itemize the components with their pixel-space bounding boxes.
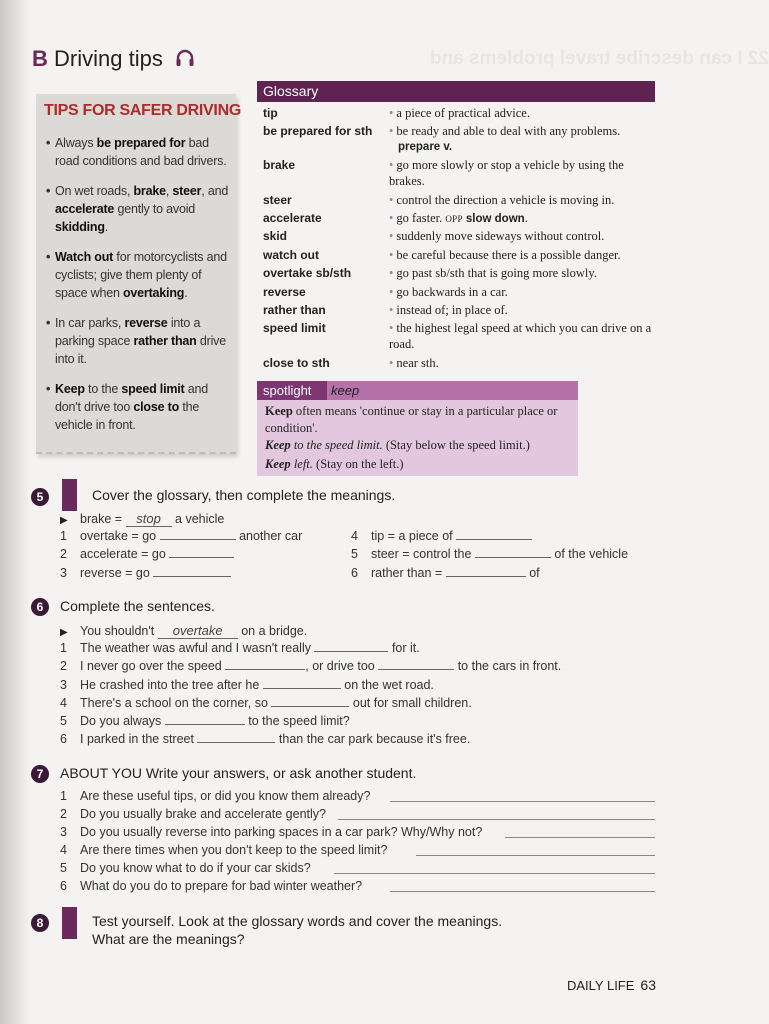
glossary-definition: • be ready and able to deal with any problems. prepare v. (389, 124, 621, 153)
glossary-definition: • suddenly move sideways without control. (389, 229, 605, 243)
answer-blank[interactable] (160, 530, 236, 540)
answer-blank[interactable] (456, 530, 532, 540)
exercise-item: 1 The weather was awful and I wasn't really for it. (60, 641, 420, 655)
spotlight-line: Keep often means 'continue or stay in a particular place or condition'. (265, 404, 558, 435)
answer-blank[interactable] (153, 567, 231, 577)
exercise-number: 6 (31, 598, 49, 616)
glossary-term: be prepared for sth (263, 124, 373, 138)
answer-blank[interactable] (169, 548, 234, 558)
exercise-item: 2 accelerate = go (60, 547, 234, 561)
exercise-example: ▶ brake = stop a vehicle (60, 511, 225, 526)
glossary-definition: • control the direction a vehicle is moving in. (389, 193, 615, 207)
answer-line[interactable] (338, 819, 655, 820)
glossary-term: brake (263, 158, 296, 172)
section-letter: B (32, 46, 48, 71)
question-item: 4 Are there times when you don't keep to the speed limit? (60, 843, 388, 857)
tips-box (36, 94, 241, 454)
exercise-instruction: Cover the glossary, then complete the meanings. (92, 487, 396, 503)
page-footer (567, 977, 656, 993)
tip-text: Always be prepared for bad road conditions and bad drivers. (55, 136, 227, 168)
answer-blank[interactable] (225, 660, 305, 670)
glossary-term: reverse (263, 285, 306, 299)
glossary-term: skid (263, 229, 288, 243)
answer-blank[interactable] (165, 715, 245, 725)
tips-title: TIPS FOR SAFER DRIVING (44, 102, 241, 119)
exercise-number: 7 (31, 765, 49, 783)
exercise-instruction: Complete the sentences. (60, 598, 215, 614)
glossary-term: rather than (263, 303, 326, 317)
glossary-definition: • be careful because there is a possible danger. (389, 248, 621, 262)
tip-item: • Watch out for motorcyclists and cyclists; give them plenty of space when overtaking. (46, 248, 232, 302)
section-title-text: Driving tips (54, 46, 163, 71)
answer-line[interactable] (334, 873, 655, 874)
exercise-number: 5 (31, 488, 49, 506)
spotlight-word: keep (331, 383, 360, 398)
spotlight-line: Keep left. (Stay on the left.) (265, 457, 404, 471)
glossary-definition: • near sth. (389, 356, 439, 370)
glossary-definition: • go more slowly or stop a vehicle by using the brakes. (389, 158, 624, 188)
show-through-text: 22 I can describe travel problems and (430, 48, 769, 69)
tip-text: In car parks, reverse into a parking space rather than drive into it. (55, 316, 226, 366)
question-item: 3 Do you usually reverse into parking spaces in a car park? Why/Why not? (60, 825, 483, 839)
headphones-icon[interactable] (175, 48, 195, 68)
tip-item: • Always be prepared for bad road conditions and bad drivers. (46, 134, 232, 170)
glossary-term: speed limit (263, 321, 326, 335)
footer-section: DAILY LIFE (566, 978, 635, 993)
glossary-definition: • the highest legal speed at which you can drive on a road. (389, 321, 652, 351)
glossary-term: accelerate (263, 211, 322, 225)
answer-blank[interactable] (271, 697, 349, 707)
spotlight-label: spotlight (257, 381, 327, 400)
glossary-definition: • go backwards in a car. (389, 285, 508, 299)
spotlight-line: Keep to the speed limit. (Stay below the speed limit.) (265, 438, 530, 452)
exercise-item: 3 He crashed into the tree after he on the wet road. (60, 678, 434, 692)
glossary-definition: • go faster. OPP slow down. (389, 211, 528, 225)
glossary-definition: • instead of; in place of. (389, 303, 508, 317)
tip-text: Keep to the speed limit and don't drive too close to the vehicle in front. (55, 382, 209, 432)
answer-line[interactable] (505, 837, 655, 838)
example-answer: overtake (158, 623, 238, 639)
tip-item: • In car parks, reverse into a parking space rather than drive into it. (46, 314, 232, 368)
answer-line[interactable] (416, 855, 655, 856)
tip-text: Watch out for motorcyclists and cyclists; give them plenty of space when overtaking. (55, 250, 227, 300)
question-item: 6 What do you do to prepare for bad winter weather? (60, 879, 363, 893)
answer-blank[interactable] (263, 679, 341, 689)
question-item: 5 Do you know what to do if your car skids? (60, 861, 311, 875)
exercise-item: 5 steer = control the of the vehicle (351, 547, 629, 561)
tip-item: • Keep to the speed limit and don't drive too close to the vehicle in front. (46, 380, 232, 434)
exercise-instruction: What are the meanings? (92, 931, 245, 947)
glossary-term: steer (263, 193, 292, 207)
exercise-example: ▶ You shouldn't overtake on a bridge. (60, 623, 308, 638)
exercise-item: 3 reverse = go (60, 566, 231, 580)
glossary-definition: • a piece of practical advice. (389, 106, 530, 120)
exercise-instruction: Test yourself. Look at the glossary words and cover the meanings. (92, 913, 503, 929)
section-title (32, 46, 195, 72)
exercise-number: 8 (31, 914, 49, 932)
exercise-item: 6 I parked in the street than the car park because it's free. (60, 732, 471, 746)
page-spine-shadow (0, 0, 30, 1024)
exercise-item: 2 I never go over the speed , or drive too to the cars in front. (60, 659, 562, 673)
answer-blank[interactable] (314, 642, 388, 652)
tip-item: • On wet roads, brake, steer, and accelerate gently to avoid skidding. (46, 182, 232, 236)
glossary-header: Glossary (257, 81, 655, 102)
answer-blank[interactable] (446, 567, 526, 577)
glossary-definition: • go past sb/sth that is going more slowly. (389, 266, 597, 280)
example-answer: stop (126, 511, 172, 527)
answer-blank[interactable] (475, 548, 551, 558)
answer-line[interactable] (390, 801, 655, 802)
exercise-tab-marker (62, 479, 77, 511)
spotlight-header (257, 381, 578, 400)
exercise-instruction: ABOUT YOU Write your answers, or ask another student. (60, 765, 417, 781)
glossary-term: tip (263, 106, 278, 120)
tip-text: On wet roads, brake, steer, and accelerate gently to avoid skidding. (55, 184, 229, 234)
glossary-term: overtake sb/sth (263, 266, 352, 280)
exercise-item: 4 tip = a piece of (351, 529, 532, 543)
exercise-item: 1 overtake = go another car (60, 529, 303, 543)
page-number: 63 (640, 977, 656, 993)
exercise-tab-marker (62, 907, 77, 939)
question-item: 1 Are these useful tips, or did you know them already? (60, 789, 371, 803)
answer-blank[interactable] (378, 660, 454, 670)
exercise-item: 4 There's a school on the corner, so out for small children. (60, 696, 472, 710)
glossary-term: close to sth (263, 356, 330, 370)
spotlight-box (257, 381, 578, 476)
question-item: 2 Do you usually brake and accelerate gently? (60, 807, 326, 821)
exercise-item: 5 Do you always to the speed limit? (60, 714, 350, 728)
glossary-term: watch out (263, 248, 319, 262)
answer-blank[interactable] (197, 733, 275, 743)
exercise-item: 6 rather than = of (351, 566, 540, 580)
answer-line[interactable] (390, 891, 655, 892)
